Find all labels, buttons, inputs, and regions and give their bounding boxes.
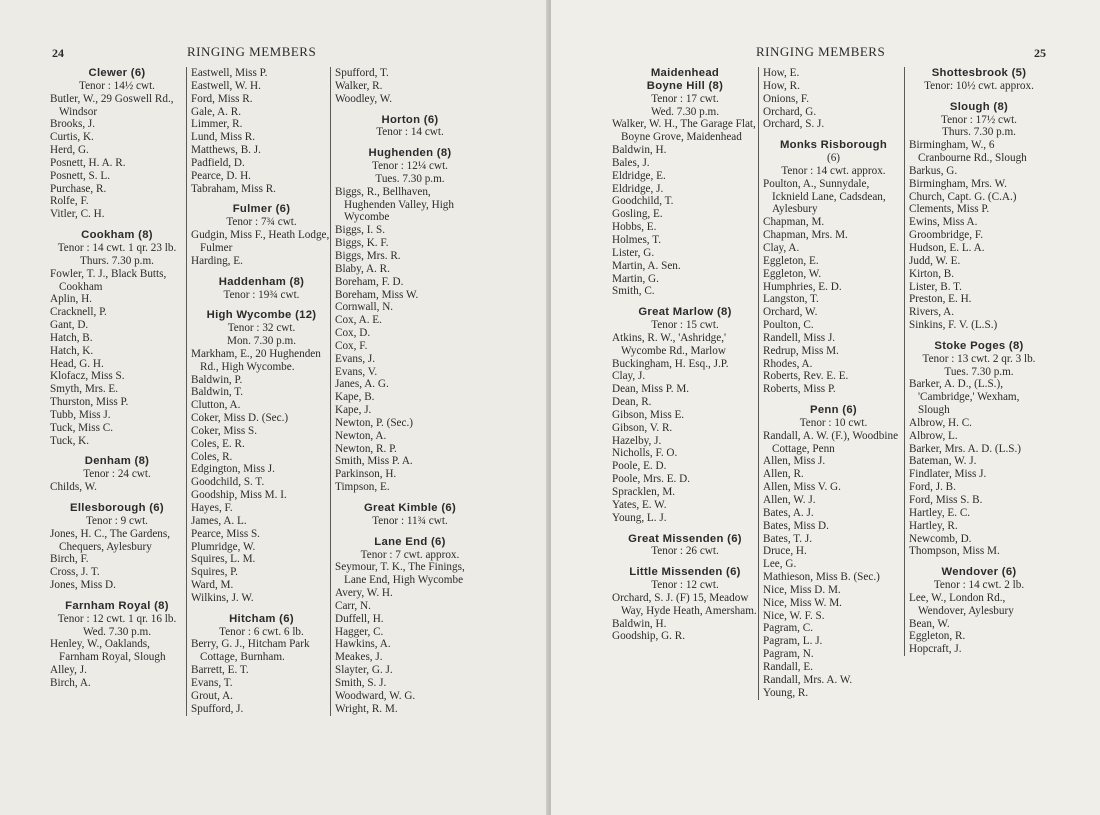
member-entry: Pagram, N. [763,648,814,661]
tower-heading: Hitcham (6) [229,612,294,625]
member-entry: Eggleton, E. [763,254,819,267]
member-entry: Blaby, A. R. [335,262,390,275]
tower-heading: Wendover (6) [941,566,1017,579]
member-entry: Parkinson, H. [335,468,397,481]
member-entry: Pearce, D. H. [191,169,251,182]
member-entry: Cornwall, N. [335,301,394,314]
member-entry: Allen, W. J. [763,494,816,506]
member-entry: Biggs, Mrs. R. [335,249,401,262]
member-entry: Lund, Miss R. [191,131,256,144]
member-entry: Newton, R. P. [335,442,397,455]
member-entry: Rolfe, F. [50,195,89,208]
member-entry: Onions, F. [763,92,810,105]
tower-heading: Horton (6) [381,113,439,126]
member-entry: Smith, S. J. [335,676,387,689]
running-head: RINGING MEMBERS [187,44,317,59]
member-entry: Matthews, B. J. [191,144,261,157]
member-entry: Cox, A. E. [335,314,382,327]
member-entry: Smyth, Mrs. E. [50,383,119,396]
member-entry: Tubb, Miss J. [50,408,111,421]
member-entry: Poole, Mrs. E. D. [612,473,691,486]
member-entry: Smith, Miss P. A. [335,455,413,468]
tower-heading: Shottesbrook (5) [931,67,1027,79]
member-entry: Gudgin, Miss F., Heath Lodge, Fulmer [191,229,330,254]
tower-heading: Great Kimble (6) [363,502,457,514]
member-entry: Coker, Miss S. [191,424,258,437]
member-entry: Clay, A. [763,241,800,254]
member-entry: How, E. [763,67,800,79]
member-entry: Jones, Miss D. [50,579,116,592]
tower-heading: Cookham (8) [81,229,153,242]
member-entry: Rivers, A. [909,306,955,319]
member-entry: Lister, B. T. [909,280,962,293]
tower-details: Tenor : 32 cwt. [227,322,296,335]
tower-details: Wed. 7.30 p.m. [650,105,720,118]
member-entry: Roberts, Rev. E. E. [763,370,849,383]
member-entry: Eastwell, Miss P. [191,67,268,79]
tower-heading: Farnham Royal (8) [65,599,169,612]
tower-heading: Maidenhead [650,67,720,79]
member-entry: Squires, L. M. [191,553,256,566]
member-entry: Bates, T. J. [763,532,812,545]
member-entry: Bales, J. [612,156,650,169]
member-entry: Chapman, Mrs. M. [763,229,848,242]
member-entry: Pagram, C. [763,622,814,635]
member-entry: Young, L. J. [612,511,667,524]
member-entry: Padfield, D. [191,156,245,169]
tower-details: Wed. 7.30 p.m. [82,625,152,638]
member-entry: Eggleton, R. [909,630,966,643]
member-entry: Rhodes, A. [763,357,813,370]
member-entry: Alley, J. [50,664,87,677]
member-entry: Hazelby, J. [612,434,662,447]
member-entry: Nicholls, F. O. [612,447,678,460]
member-entry: Hatch, B. [50,331,93,344]
tower-details: Tues. 7.30 p.m. [944,365,1014,378]
member-entry: Barker, Mrs. A. D. (L.S.) [909,442,1022,455]
member-entry: Hayes, F. [191,502,233,514]
tower-heading: Penn (6) [810,404,857,417]
tower-heading: Great Marlow (8) [638,306,732,319]
member-entry: Coles, E. R. [191,437,245,450]
member-entry: Atkins, R. W., 'Ashridge,' Wycombe Rd., Marlow [612,331,727,357]
member-entry: Spracklen, M. [612,486,676,498]
member-entry: Evans, V. [335,365,378,378]
left-page [0,0,549,815]
member-entry: Coles, R. [191,450,233,463]
member-entry: Avery, W. H. [335,587,393,600]
tower-details: Thurs. 7.30 p.m. [80,254,154,267]
member-entry: Allen, R. [763,468,804,481]
tower-details: Mon. 7.30 p.m. [227,335,296,348]
member-entry: Tuck, Miss C. [50,421,114,434]
member-entry: Gosling, E. [612,208,663,221]
member-entry: Lee, G. [763,558,797,571]
member-entry: Posnett, H. A. R. [50,156,126,169]
member-entry: Barker, A. D., (L.S.), 'Cambridge,' Wexham, Slough [909,378,1020,417]
member-entry: Druce, H. [763,545,807,558]
tower-details: (6) [826,152,841,165]
tower-details: Tenor : 12 cwt. [651,579,719,592]
member-entry: Klofacz, Miss S. [50,370,125,383]
member-entry: Birmingham, Mrs. W. [909,177,1007,190]
member-entry: Biggs, K. F. [335,237,389,250]
member-entry: Church, Capt. G. (C.A.) [909,190,1017,203]
member-entry: Cox, F. [335,339,368,352]
member-entry: Woodley, W. [335,92,393,105]
member-entry: Vitler, C. H. [50,208,105,221]
member-entry: Wright, R. M. [335,702,398,715]
member-entry: Curtis, K. [50,131,94,144]
member-entry: Orchard, G. [763,105,817,118]
tower-heading: Slough (8) [949,100,1009,113]
tower-heading: Monks Risborough [779,139,888,152]
tower-details: Tenor : 14 cwt. [376,126,444,139]
member-entry: Jones, H. C., The Gardens, Chequers, Aylesbury [50,527,171,553]
member-entry: Boreham, Miss W. [335,288,419,301]
member-entry: Albrow, H. C. [909,416,972,429]
member-entry: Sinkins, F. V. (L.S.) [909,319,998,332]
member-entry: Woodward, W. G. [335,689,416,702]
tower-details: Tenor : 9 cwt. [86,514,148,527]
member-entry: Slayter, G. J. [335,664,393,677]
member-entry: Birch, A. [50,676,91,689]
member-entry: Aplin, H. [50,293,92,306]
member-entry: Albrow, L. [909,429,958,442]
member-entry: Pearce, Miss S. [191,527,260,540]
member-entry: Biggs, R., Bellhaven, Hughenden Valley, High Wycombe [335,185,454,224]
right-column-1 [612,67,758,643]
member-entry: Squires, P. [191,566,238,579]
member-entry: Birch, F. [50,553,89,566]
member-entry: Kirton, B. [909,267,955,280]
member-entry: Goodchild, S. T. [191,476,265,489]
member-entry: Judd, W. E. [909,254,961,267]
member-entry: How, R. [763,79,800,92]
member-entry: Cracknell, P. [50,306,107,319]
member-entry: Redrup, Miss M. [763,344,839,357]
tower-heading: Haddenham (8) [218,275,305,288]
member-entry: Cross, J. T. [50,566,100,579]
tower-details: Tenor : 26 cwt. [651,545,719,558]
member-entry: Yates, E. W. [612,498,667,511]
member-entry: Biggs, I. S. [335,224,386,237]
member-entry: Ewins, Miss A. [909,216,978,229]
tower-details: Tenor : 6 cwt. 6 lb. [219,625,304,638]
member-entry: Randell, Miss J. [763,331,836,344]
tower-heading: Hughenden (8) [368,147,452,160]
tower-heading: Ellesborough (6) [70,502,164,514]
tower-heading: Little Missenden (6) [629,566,741,579]
member-entry: Kape, J. [335,404,372,417]
member-entry: Gibson, V. R. [612,421,673,434]
member-entry: Hartley, R. [909,519,958,532]
member-entry: Martin, G. [612,272,659,285]
member-entry: Baldwin, H. [612,144,667,157]
member-entry: Barrett, E. T. [191,664,249,677]
member-entry: Lister, G. [612,246,655,259]
member-entry: Ford, J. B. [909,481,956,494]
member-entry: Orchard, S. J. (F) 15, Meadow Way, Hyde Heath, Amersham. [612,591,757,617]
left-column-1 [50,67,184,690]
member-entry: Allen, Miss J. [763,455,826,468]
member-entry: Clutton, A. [191,399,241,412]
member-entry: Timpson, E. [335,481,390,494]
member-entry: Eldridge, J. [612,182,664,195]
member-entry: Bean, W. [909,617,950,630]
member-entry: Janes, A. G. [335,378,389,391]
member-entry: Nice, Miss D. M. [763,583,841,596]
member-entry: Bateman, W. J. [909,455,977,468]
member-entry: Evans, T. [191,676,233,689]
running-head: RINGING MEMBERS [756,44,886,59]
member-entry: Baldwin, H. [612,617,667,630]
member-entry: Chapman, M. [763,216,825,229]
member-entry: Randall, E. [763,660,814,673]
member-entry: Spufford, J. [191,702,244,715]
member-entry: Boreham, F. D. [335,275,404,288]
member-entry: Eggleton, W. [763,267,822,280]
right-page [551,0,1100,815]
member-entry: Thompson, Miss M. [909,545,1000,558]
member-entry: Plumridge, W. [191,540,256,553]
member-entry: Butler, W., 29 Goswell Rd., Windsor [50,92,174,118]
tower-heading: Clewer (6) [88,67,146,79]
member-entry: Gant, D. [50,319,89,332]
member-entry: Harding, E. [191,254,243,267]
member-entry: Limmer, R. [191,118,243,131]
tower-details: Tenor : 13 cwt. 2 qr. 3 lb. [922,352,1036,365]
member-entry: Newcomb, D. [909,532,972,545]
tower-details: Tenor: 10½ cwt. approx. [924,79,1034,92]
member-entry: Findlater, Miss J. [909,468,987,481]
member-entry: Clay, J. [612,370,646,383]
member-entry: Kape, B. [335,391,375,404]
tower-heading: High Wycombe (12) [206,309,317,322]
tower-details: Tues. 7.30 p.m. [375,172,445,185]
tower-details: Tenor : 17 cwt. [651,92,719,105]
member-entry: Buckingham, H. Esq., J.P. [612,357,729,370]
member-entry: Henley, W., Oaklands, Farnham Royal, Slough [50,638,166,664]
member-entry: Thurston, Miss P. [50,396,129,409]
member-entry: Eastwell, W. H. [191,79,261,92]
page-number: 24 [52,46,64,60]
member-entry: Smith, C. [612,285,655,298]
member-entry: Ford, Miss S. B. [909,494,983,506]
member-entry: Carr, N. [335,599,371,612]
tower-details: Tenor : 11¾ cwt. [372,514,448,527]
member-entry: Markham, E., 20 Hughenden Rd., High Wycombe. [191,347,321,373]
member-entry: Martin, A. Sen. [612,259,681,272]
member-entry: Bates, A. J. [763,506,814,519]
member-entry: Evans, J. [335,352,376,365]
tower-details: Tenor : 14 cwt. 1 qr. 23 lb. [57,241,177,254]
member-entry: Newton, A. [335,429,387,442]
member-entry: Hatch, K. [50,344,94,357]
member-entry: Walker, R. [335,79,383,92]
member-entry: Barkus, G. [909,164,958,177]
tower-subheading: Boyne Hill (8) [646,79,724,92]
member-entry: Randall, Mrs. A. W. [763,673,853,686]
member-entry: Posnett, S. L. [50,169,110,182]
member-entry: Hartley, E. C. [909,506,971,519]
tower-heading: Denham (8) [84,455,150,468]
member-entry: Berry, G. J., Hitcham Park Cottage, Burnham. [191,638,310,664]
member-entry: Walker, W. H., The Garage Flat, Boyne Grove, Maidenhead [612,118,756,144]
member-entry: Randall, A. W. (F.), Woodbine Cottage, Penn [763,429,899,455]
member-entry: Coker, Miss D. (Sec.) [191,412,289,425]
member-entry: Hobbs, E. [612,221,657,234]
right-column-2 [758,67,904,700]
right-column-3 [904,67,1049,656]
member-entry: Grout, A. [191,689,233,702]
left-column-2 [186,67,332,716]
member-entry: Cox, D. [335,327,371,340]
member-entry: Lee, W., London Rd., Wendover, Aylesbury [909,591,1014,617]
tower-details: Tenor : 17½ cwt. [941,113,1017,126]
member-entry: Ward, M. [191,579,234,592]
tower-details: Tenor : 24 cwt. [83,468,151,481]
member-entry: James, A. L. [191,514,247,527]
tower-details: Thurs. 7.30 p.m. [942,126,1016,139]
tower-details: Tenor : 10 cwt. [799,416,868,429]
member-entry: Eldridge, E. [612,169,666,182]
member-entry: Birmingham, W., 6 Cranbourne Rd., Slough [909,139,1027,165]
member-entry: Mathieson, Miss B. (Sec.) [763,571,880,584]
member-entry: Goodship, G. R. [612,630,686,643]
member-entry: Baldwin, T. [191,386,244,399]
member-entry: Poulton, A., Sunnydale, Icknield Lane, Cadsdean, Aylesbury [763,177,886,216]
member-entry: Gibson, Miss E. [612,408,685,421]
tower-heading: Stoke Poges (8) [934,339,1024,352]
member-entry: Gale, A. R. [191,105,242,118]
tower-heading: Lane End (6) [374,535,446,548]
member-entry: Duffell, H. [335,612,384,625]
member-entry: Purchase, R. [50,182,107,195]
member-entry: Poulton, C. [763,319,814,332]
member-entry: Holmes, T. [612,233,661,246]
member-entry: Wilkins, J. W. [191,591,254,604]
member-entry: Orchard, W. [763,306,818,319]
tower-details: Tenor : 14 cwt. approx. [781,164,886,177]
member-entry: Preston, E. H. [909,293,972,306]
member-entry: Nice, W. F. S. [763,609,825,622]
member-entry: Spufford, T. [335,67,389,79]
member-entry: Hawkins, A. [335,638,391,651]
member-entry: Groombridge, F. [909,229,983,242]
member-entry: Head, G. H. [50,357,104,370]
tower-heading: Fulmer (6) [232,203,291,216]
member-entry: Nice, Miss W. M. [763,596,842,609]
member-entry: Goodship, Miss M. I. [191,489,287,502]
tower-details: Tenor : 12¼ cwt. [372,160,448,173]
member-entry: Meakes, J. [335,651,383,664]
member-entry: Young, R. [763,686,809,699]
member-entry: Herd, G. [50,144,89,157]
page-number: 25 [1034,46,1046,60]
tower-details: Tenor : 15 cwt. [651,319,719,332]
member-entry: Humphries, E. D. [763,280,842,293]
member-entry: Ford, Miss R. [191,92,253,105]
member-entry: Poole, E. D. [612,460,667,473]
member-entry: Clements, Miss P. [909,203,990,216]
member-entry: Seymour, T. K., The Finings, Lane End, High Wycombe [335,561,465,587]
member-entry: Childs, W. [50,481,97,494]
member-entry: Tabraham, Miss R. [191,182,276,195]
member-entry: Edgington, Miss J. [191,463,275,476]
member-entry: Tuck, K. [50,434,90,447]
tower-heading: Great Missenden (6) [628,532,742,545]
member-entry: Pagram, L. J. [763,635,823,648]
member-entry: Bates, Miss D. [763,519,829,532]
member-entry: Hopcraft, J. [909,643,962,656]
left-column-3 [330,67,485,716]
member-entry: Hudson, E. L. A. [909,241,985,254]
member-entry: Allen, Miss V. G. [763,481,841,494]
member-entry: Dean, R. [612,396,652,409]
member-entry: Orchard, S. J. [763,118,825,131]
member-entry: Baldwin, P. [191,373,243,386]
member-entry: Hagger, C. [335,625,384,638]
member-entry: Newton, P. (Sec.) [335,416,413,429]
tower-details: Tenor : 7 cwt. approx. [360,548,460,561]
tower-details: Tenor : 14½ cwt. [79,79,155,92]
member-entry: Goodchild, T. [612,195,674,208]
member-entry: Langston, T. [763,293,819,306]
member-entry: Roberts, Miss P. [763,383,836,396]
tower-details: Tenor : 7¾ cwt. [226,216,297,229]
tower-details: Tenor : 14 cwt. 2 lb. [933,579,1025,592]
member-entry: Fowler, T. J., Black Butts, Cookham [50,267,167,293]
member-entry: Brooks, J. [50,118,96,131]
tower-details: Tenor : 12 cwt. 1 qr. 16 lb. [57,612,177,625]
tower-details: Tenor : 19¾ cwt. [223,288,300,301]
member-entry: Dean, Miss P. M. [612,383,690,396]
